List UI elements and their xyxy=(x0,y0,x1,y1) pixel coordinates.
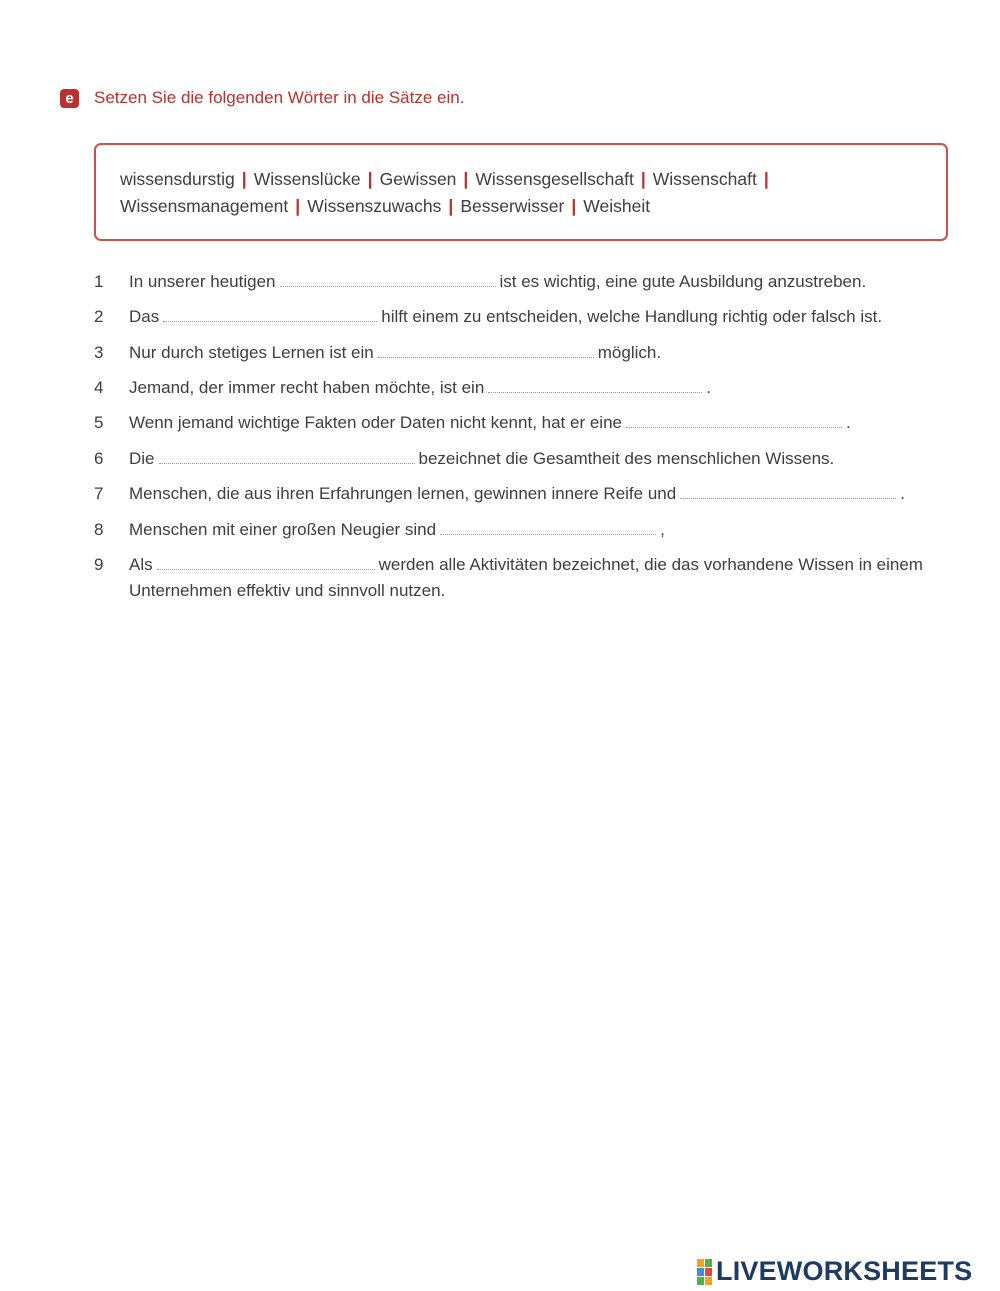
sentence-text xyxy=(129,269,929,295)
word-bank-item: Gewissen xyxy=(379,169,457,189)
separator: | xyxy=(241,169,247,189)
word-bank-line-1 xyxy=(120,166,922,193)
sentence-before: Als xyxy=(129,555,153,574)
task-title: Setzen Sie die folgenden Wörter in die Sätze ein. xyxy=(94,88,465,107)
sentence-before: In unserer heutigen xyxy=(129,272,276,291)
separator: | xyxy=(640,169,646,189)
sentence-text xyxy=(129,481,929,507)
word-bank-item: Wissenslücke xyxy=(253,169,361,189)
sentence-number: 4 xyxy=(94,378,104,397)
word-bank-item: Wissensmanagement xyxy=(120,196,289,216)
sentence-after: werden alle Aktivitäten bezeichnet, die das vorhandene Wissen in einem Unternehmen effektiv und sinnvoll nutzen. xyxy=(129,555,923,600)
sentence-before: Nur durch stetiges Lernen ist ein xyxy=(129,343,374,362)
separator: | xyxy=(448,196,454,216)
sentence-after: , xyxy=(660,520,665,539)
word-bank-item: wissensdurstig xyxy=(120,169,235,189)
task-header xyxy=(60,88,464,108)
answer-blank-1[interactable] xyxy=(280,272,496,287)
logo-blocks-icon xyxy=(697,1259,712,1285)
word-bank-item: Wissenszuwachs xyxy=(307,196,442,216)
answer-blank-3[interactable] xyxy=(378,343,594,358)
word-bank-item: Besserwisser xyxy=(460,196,565,216)
separator: | xyxy=(367,169,373,189)
sentence-number: 8 xyxy=(94,520,104,539)
word-bank-item: Weisheit xyxy=(583,196,651,216)
sentence-number: 6 xyxy=(94,449,104,468)
sentence-text xyxy=(129,517,929,543)
sentence-before: Das xyxy=(129,307,160,326)
liveworksheets-logo xyxy=(697,1256,972,1287)
sentence-text xyxy=(129,410,929,436)
sentence-text xyxy=(129,552,929,604)
answer-blank-2[interactable] xyxy=(163,307,377,322)
sentence-after: . xyxy=(900,484,905,503)
answer-blank-8[interactable] xyxy=(440,520,656,535)
sentence-before: Wenn jemand wichtige Fakten oder Daten nicht kennt, hat er eine xyxy=(129,413,622,432)
sentence-text xyxy=(129,375,929,401)
separator: | xyxy=(763,169,769,189)
word-bank xyxy=(94,143,948,241)
sentence-after: ist es wichtig, eine gute Ausbildung anzustreben. xyxy=(499,272,867,291)
sentence-before: Menschen, die aus ihren Erfahrungen lernen, gewinnen innere Reife und xyxy=(129,484,677,503)
sentence-number: 7 xyxy=(94,484,104,503)
sentence-after: . xyxy=(706,378,712,397)
word-bank-line-2 xyxy=(120,193,922,220)
sentence-number: 9 xyxy=(94,555,104,574)
separator: | xyxy=(571,196,577,216)
sentence-text xyxy=(129,304,929,330)
separator: | xyxy=(295,196,301,216)
sentence-before: Menschen mit einer großen Neugier sind xyxy=(129,520,437,539)
sentence-text xyxy=(129,340,929,366)
sentence-after: möglich. xyxy=(597,343,662,362)
answer-blank-6[interactable] xyxy=(159,449,415,464)
sentence-after: bezeichnet die Gesamtheit des menschlichen Wissens. xyxy=(418,449,835,468)
word-bank-item: Wissensgesellschaft xyxy=(475,169,634,189)
task-badge: e xyxy=(60,89,79,108)
sentence-number: 2 xyxy=(94,307,104,326)
sentence-number: 5 xyxy=(94,413,104,432)
sentence-before: Die xyxy=(129,449,155,468)
answer-blank-5[interactable] xyxy=(626,413,842,428)
answer-blank-9[interactable] xyxy=(157,555,375,570)
sentence-text xyxy=(129,446,929,472)
sentence-after: . xyxy=(845,413,851,432)
word-bank-item: Wissenschaft xyxy=(652,169,757,189)
sentence-number: 1 xyxy=(94,272,104,291)
logo-text: LIVEWORKSHEETS xyxy=(716,1256,973,1286)
separator: | xyxy=(463,169,469,189)
sentence-number: 3 xyxy=(94,343,104,362)
sentence-after: hilft einem zu entscheiden, welche Handlung richtig oder falsch ist. xyxy=(381,307,883,326)
sentence-before: Jemand, der immer recht haben möchte, ist ein xyxy=(129,378,485,397)
answer-blank-4[interactable] xyxy=(488,378,702,393)
answer-blank-7[interactable] xyxy=(680,484,896,499)
